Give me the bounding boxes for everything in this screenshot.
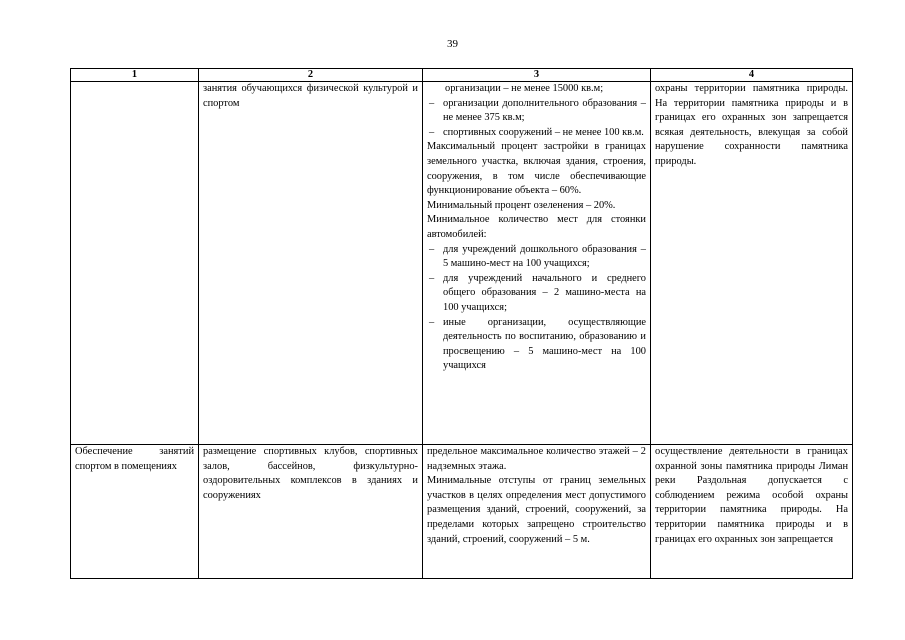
row2-parameters	[423, 445, 651, 579]
column-header-3: 3	[423, 69, 651, 82]
list-item: – организации дополнительного образования – не менее 375 кв.м;	[429, 97, 646, 124]
row2-land-use-type: Обеспечение занятий спортом в помещениях	[71, 445, 199, 579]
list-item: – спортивных сооружений – не менее 100 кв.м.	[427, 126, 646, 141]
row1-description: занятия обучающихся физической культурой и спортом	[199, 82, 423, 445]
row2-param-setbacks: Минимальные отступы от границ земельных участков в целях определения мест допустимого размещения зданий, строений, сооружений, за пределами которых запрещено строительство зданий, строений, сооружений – 5 м.	[427, 475, 646, 545]
column-header-4: 4	[651, 69, 853, 82]
dash-bullet-icon: –	[429, 316, 435, 328]
list-item: – для учреждений начального и среднего общего образования – 2 машино-места на 100 учащихся;	[429, 272, 646, 313]
column-header-2: 2	[199, 69, 423, 82]
row1-restrictions: охраны территории памятника природы. На территории памятника природы и в границах его охранных зон запрещается всякая деятельность, влекущая за собой нарушение сохранности памятника природы.	[651, 82, 853, 445]
row1-param-parking-heading: Минимальное количество мест для стоянки автомобилей:	[427, 214, 646, 240]
table-row	[71, 445, 853, 579]
row2-param-floors: предельное максимальное количество этажей – 2 надземных этажа.	[427, 446, 646, 472]
list-item: – иные организации, осуществляющие деятельность по воспитанию, образованию и просвещению – 5 машино-мест на 100 учащихся	[429, 316, 646, 372]
dash-bullet-icon: –	[429, 126, 435, 138]
row2-description: размещение спортивных клубов, спортивных залов, бассейнов, физкультурно-оздоровительных комплексов в зданиях и сооружениях	[199, 445, 423, 579]
row1-param-greenery-percent: Минимальный процент озеленения – 20%.	[427, 199, 616, 211]
row2-restrictions: осуществление деятельности в границах охранной зоны памятника природы Лиман реки Раздольная допускается с соблюдением режима особой охраны территории памятника природы. На территории памятника природы и в границах его охранных зон запрещается	[651, 445, 853, 579]
dash-bullet-icon: –	[429, 272, 435, 284]
row1-land-use-type	[71, 82, 199, 445]
table-row	[71, 82, 853, 445]
page-number: 39	[447, 38, 458, 50]
row1-param-intro: организации – не менее 15000 кв.м;	[445, 83, 604, 94]
row1-parameters	[423, 82, 651, 445]
dash-bullet-icon: –	[429, 243, 435, 255]
dash-bullet-icon: –	[429, 97, 435, 109]
regulations-table	[70, 68, 853, 579]
row1-param-building-percent: Максимальный процент застройки в границах земельного участка, включая здания, строения, сооружения, в том числе обеспечивающие функционирование объекта – 60%.	[427, 141, 646, 197]
list-item: – для учреждений дошкольного образования – 5 машино-мест на 100 учащихся;	[429, 243, 646, 270]
column-header-1: 1	[71, 69, 199, 82]
table-header-row	[71, 69, 853, 82]
